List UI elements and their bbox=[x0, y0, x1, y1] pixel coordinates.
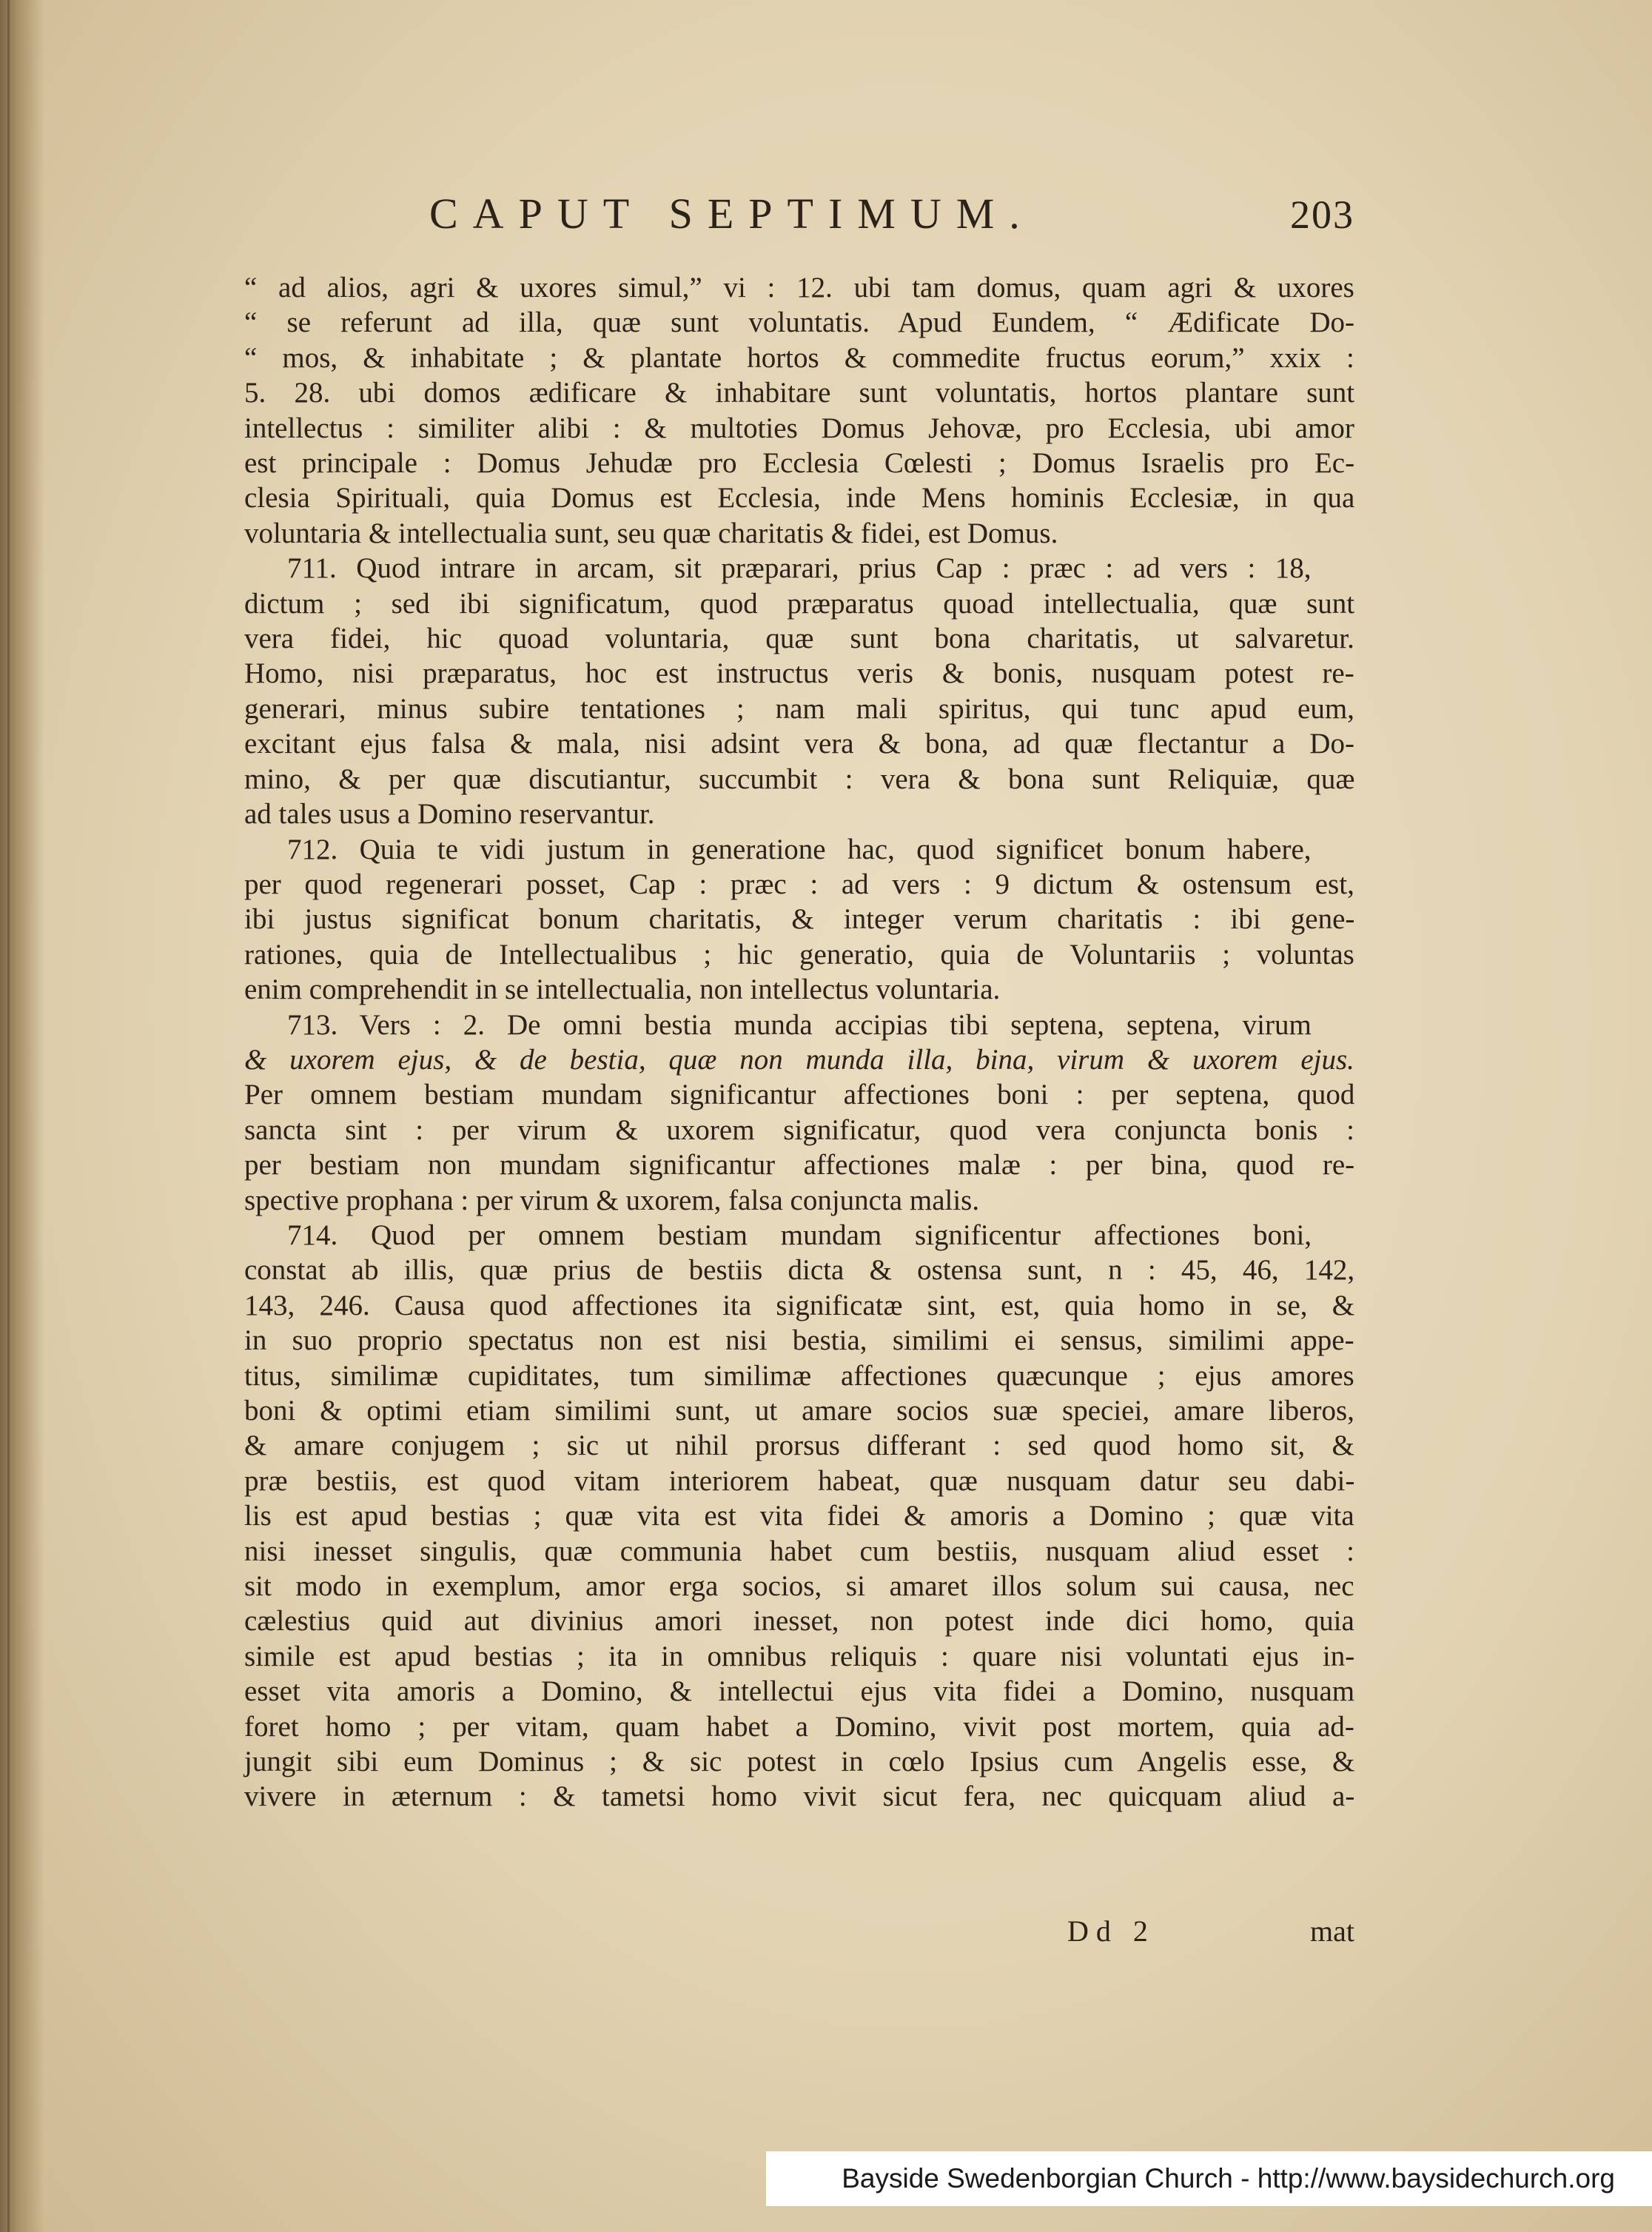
text-line: titus, similimæ cupiditates, tum similimæ affectiones quæcunque ; ejus amores bbox=[244, 1359, 1354, 1392]
text-line: ibi justus significat bonum charitatis, & integer verum charitatis : ibi gene- bbox=[244, 903, 1355, 936]
text-line: generari, minus subire tentationes ; nam mali spiritus, qui tunc apud eum, bbox=[244, 692, 1354, 725]
running-title: CAPUT SEPTIMUM. bbox=[429, 190, 1035, 238]
text-line: spective prophana : per virum & uxorem, falsa conjuncta malis. bbox=[244, 1184, 980, 1216]
text-line-italic: & uxorem ejus, & de bestia, quæ non munda illa, bina, virum & uxorem ejus. bbox=[244, 1043, 1354, 1076]
paragraph-711-start: 711. Quod intrare in arcam, sit præparari, prius Cap : præc : ad vers : 18, bbox=[287, 552, 1312, 585]
text-line: sit modo in exemplum, amor erga socios, si amaret illos solum sui causa, nec bbox=[244, 1570, 1354, 1603]
signature-mark: Dd 2 bbox=[1067, 1914, 1155, 1948]
paragraph-714-start: 714. Quod per omnem bestiam mundam significentur affectiones boni, bbox=[287, 1219, 1312, 1251]
text-line: cælestius quid aut divinius amori inesset, non potest inde dici homo, quia bbox=[244, 1605, 1354, 1638]
text-line: esset vita amoris a Domino, & intellectui ejus vita fidei a Domino, nusquam bbox=[244, 1675, 1355, 1708]
text-line: in suo proprio spectatus non est nisi bestia, similimi ei sensus, similimi appe- bbox=[244, 1324, 1354, 1357]
text-line: intellectus : similiter alibi : & multoties Domus Jehovæ, pro Ecclesia, ubi amor bbox=[244, 412, 1354, 444]
text-line: Homo, nisi præparatus, hoc est instructus veris & bonis, nusquam potest re- bbox=[244, 657, 1354, 690]
text-line: 5. 28. ubi domos ædificare & inhabitare sunt voluntatis, hortos plantare sunt bbox=[244, 377, 1355, 409]
text-line: per bestiam non mundam significantur affectiones malæ : per bina, quod re- bbox=[244, 1149, 1355, 1182]
text-line: est principale : Domus Jehudæ pro Ecclesia Cœlesti ; Domus Israelis pro Ec- bbox=[244, 447, 1355, 480]
page-header bbox=[244, 189, 1354, 238]
paragraph-713-start: 713. Vers : 2. De omni bestia munda accipias tibi septena, septena, virum bbox=[287, 1008, 1312, 1041]
text-line: vivere in æternum : & tametsi homo vivit sicut fera, nec quicquam aliud a- bbox=[244, 1780, 1355, 1813]
text-line: “ ad alios, agri & uxores simul,” vi : 12. ubi tam domus, quam agri & uxores bbox=[244, 272, 1354, 304]
catchword: mat bbox=[1310, 1914, 1354, 1948]
text-line: præ bestiis, est quod vitam interiorem habeat, quæ nusquam datur seu dabi- bbox=[244, 1464, 1355, 1497]
text-line: Per omnem bestiam mundam significantur affectiones boni : per septena, quod bbox=[244, 1079, 1355, 1111]
text-line: dictum ; sed ibi significatum, quod præparatus quoad intellectualia, quæ sunt bbox=[244, 587, 1355, 620]
text-line: & amare conjugem ; sic ut nihil prorsus differant : sed quod homo sit, & bbox=[244, 1430, 1354, 1462]
text-line: excitant ejus falsa & mala, nisi adsint vera & bona, ad quæ flectantur a Do- bbox=[244, 728, 1354, 760]
text-line: boni & optimi etiam similimi sunt, ut amare socios suæ speciei, amare liberos, bbox=[244, 1395, 1354, 1427]
paragraph-712-start: 712. Quia te vidi justum in generatione hac, quod significet bonum habere, bbox=[287, 833, 1312, 865]
text-line: 143, 246. Causa quod affectiones ita significatæ sint, est, quia homo in se, & bbox=[244, 1289, 1355, 1321]
book-gutter bbox=[0, 0, 44, 2232]
text-line: lis est apud bestias ; quæ vita est vita fidei & amoris a Domino ; quæ vita bbox=[244, 1500, 1354, 1532]
text-line: per quod regenerari posset, Cap : præc : ad vers : 9 dictum & ostensum est, bbox=[244, 868, 1354, 900]
text-line: rationes, quia de Intellectualibus ; hic generatio, quia de Voluntariis ; voluntas bbox=[244, 938, 1354, 971]
text-line: sancta sint : per virum & uxorem significatur, quod vera conjuncta bonis : bbox=[244, 1113, 1354, 1146]
text-line: voluntaria & intellectualia sunt, seu quæ charitatis & fidei, est Domus. bbox=[244, 517, 1058, 549]
text-line: mino, & per quæ discutiantur, succumbit : vera & bona sunt Reliquiæ, quæ bbox=[244, 763, 1355, 795]
gutter-edge bbox=[7, 0, 10, 2232]
text-line: “ mos, & inhabitate ; & plantate hortos & commedite fructus eorum,” xxix : bbox=[244, 341, 1354, 374]
text-line: ad tales usus a Domino reservantur. bbox=[244, 798, 655, 831]
text-line: simile est apud bestias ; ita in omnibus reliquis : quare nisi voluntati ejus in- bbox=[244, 1640, 1355, 1672]
text-line: jungit sibi eum Dominus ; & sic potest in cœlo Ipsius cum Angelis esse, & bbox=[244, 1746, 1355, 1778]
text-line: enim comprehendit in se intellectualia, non intellectus voluntaria. bbox=[244, 973, 1001, 1006]
text-line: constat ab illis, quæ prius de bestiis dicta & ostensa sunt, n : 45, 46, 142, bbox=[244, 1254, 1355, 1287]
watermark-banner: Bayside Swedenborgian Church - http://www.baysidechurch.org bbox=[766, 2151, 1652, 2206]
text-line: foret homo ; per vitam, quam habet a Domino, vivit post mortem, quia ad- bbox=[244, 1710, 1354, 1743]
text-line: clesia Spirituali, quia Domus est Ecclesia, inde Mens hominis Ecclesiæ, in qua bbox=[244, 482, 1355, 515]
text-line: vera fidei, hic quoad voluntaria, quæ sunt bona charitatis, ut salvaretur. bbox=[244, 623, 1354, 655]
text-line: “ se referunt ad illa, quæ sunt voluntatis. Apud Eundem, “ Ædificate Do- bbox=[244, 306, 1354, 339]
text-line: nisi inesset singulis, quæ communia habet cum bestiis, nusquam aliud esset : bbox=[244, 1535, 1354, 1567]
body-text bbox=[244, 270, 1354, 1814]
page-number: 203 bbox=[1290, 192, 1354, 237]
